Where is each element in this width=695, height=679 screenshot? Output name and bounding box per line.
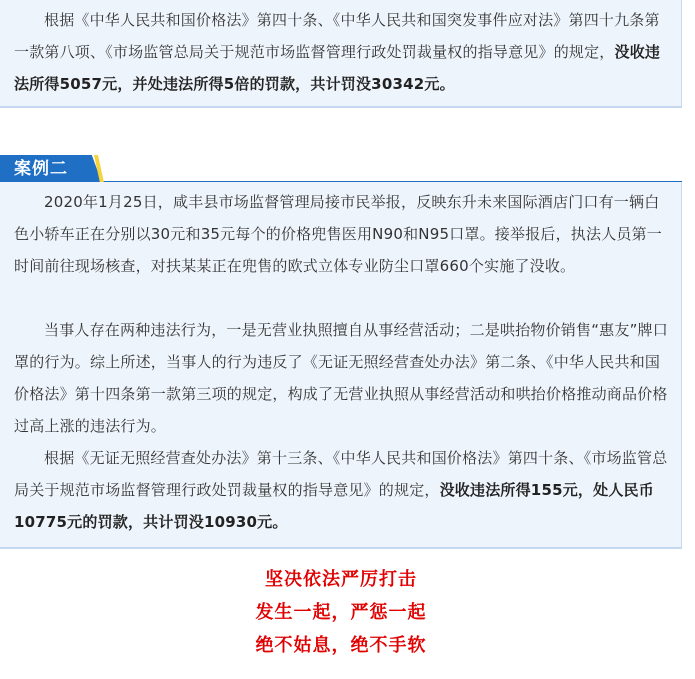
slogan-1: 坚决依法严厉打击 (265, 569, 417, 590)
case-two-basis-text: 根据《无证无照经营查处办法》第十三条、《中华人民共和国价格法》第四十条、《市场监管总局关于规范市场监督管理行政处罚裁量权的指导意见》的规定， (14, 449, 668, 499)
case-two-label: 案例二 (14, 159, 68, 179)
slogans (0, 563, 682, 662)
case-two-tag (0, 155, 112, 183)
case-two-paragraph-2: 当事人存在两种违法行为，一是无营业执照擅自从事经营活动；二是哄抬物价销售“惠友”牌口罩的行为。综上所述，当事人的行为违反了《无证无照经营查处办法》第二条、《中华人民共和国价格法》第十四条第一款第三项的规定，构成了无营业执照从事经营活动和哄抬价格推动商品价格过高上涨的违法行为。 (14, 321, 668, 435)
case-two-paragraph-3 (14, 442, 668, 538)
case-two-box (0, 182, 682, 549)
top-case-text: 根据《中华人民共和国价格法》第四十条、《中华人民共和国突发事件应对法》第四十九条第一款第八项、《市场监管总局关于规范市场监督管理行政处罚裁量权的指导意见》的规定， (14, 11, 660, 61)
case-two-penalty: 没收违法所得155元，处人民币10775元的罚款，共计罚没10930元。 (14, 481, 654, 531)
top-case-box (0, 0, 682, 108)
slogan-2: 发生一起，严惩一起 (255, 602, 427, 623)
top-case-penalty: 没收违法所得5057元，并处违法所得5倍的罚款，共计罚没30342元。 (14, 43, 661, 93)
slogan-3: 绝不姑息，绝不手软 (255, 635, 427, 656)
case-two-paragraph-1: 2020年1月25日，咸丰县市场监督管理局接市民举报，反映东升未来国际酒店门口有一辆白色小轿车正在分别以30元和35元每个的价格兜售医用N90和N95口罩。接举报后，执法人员第一时间前往现场核查，对扶某某正在兜售的欧式立体专业防尘口罩660个实施了没收。 (14, 193, 662, 275)
top-case-paragraph (14, 4, 668, 100)
